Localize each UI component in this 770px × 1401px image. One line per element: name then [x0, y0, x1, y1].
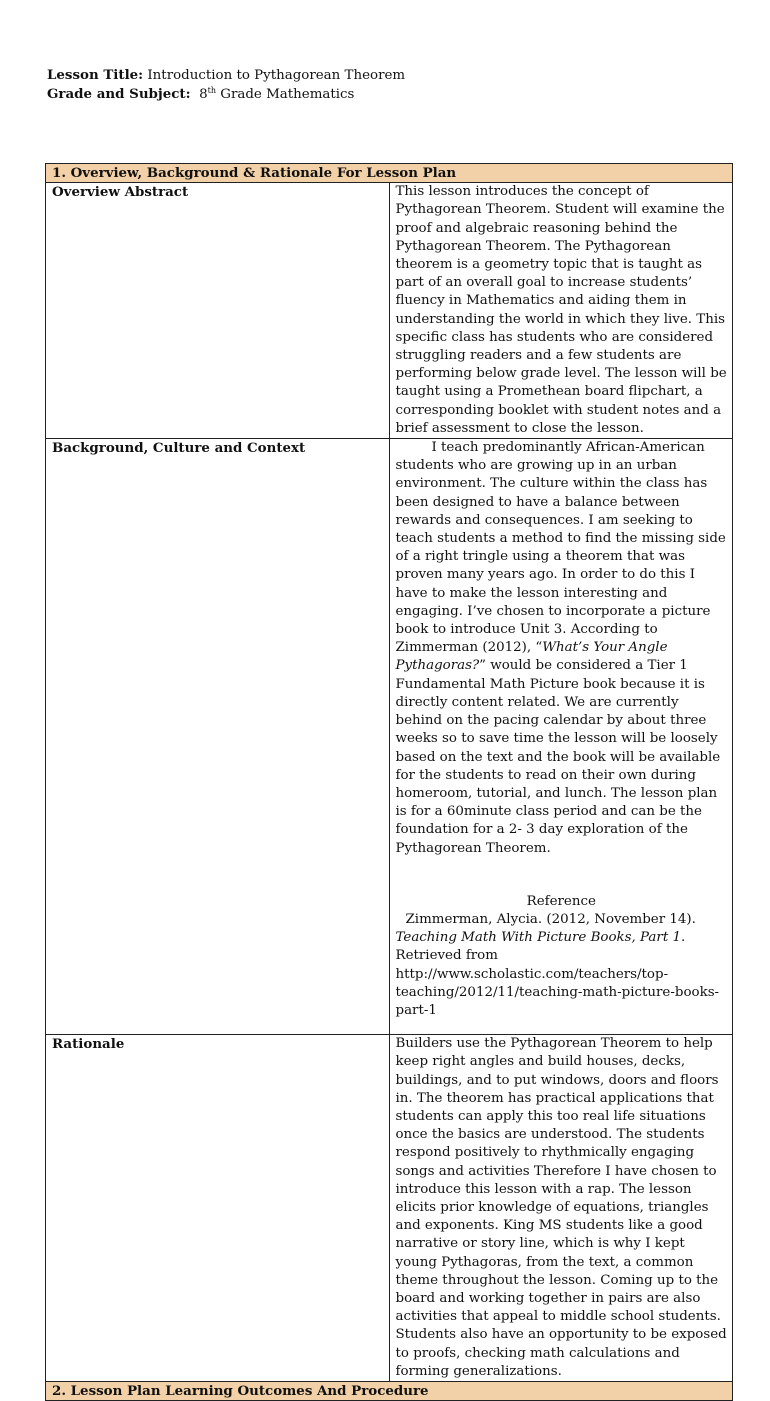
background-text-part1: I teach predominantly African-American students who are growing up in an urban environment. The culture within the class has been designed to have a balance between rewards and consequences. I am seeking to teach students a method to find the missing side of a right tringle using a theorem that was proven many years ago. In order to do this I have to make the lesson interesting and engaging. I’ve chosen to incorporate a picture book to introduce Unit 3. According to Zimmerman (2012), “ — [395, 440, 726, 656]
section1-heading: 1. Overview, Background & Rationale For Lesson Plan — [46, 164, 733, 183]
reference-text-part1: Zimmerman, Alycia. (2012, November 14). — [405, 911, 696, 927]
section2-heading: 2. Lesson Plan Learning Outcomes And Procedure — [46, 1382, 733, 1401]
rationale-row — [46, 1035, 733, 1382]
grade-label: Grade and Subject: — [47, 86, 191, 102]
grade-suffix: th — [207, 86, 216, 95]
lesson-plan-table — [45, 163, 733, 1401]
lesson-title-line — [47, 66, 405, 85]
lesson-title-label: Lesson Title: — [47, 67, 144, 83]
grade-number: 8 — [199, 87, 208, 102]
overview-label: Overview Abstract — [46, 183, 390, 439]
reference-text — [396, 911, 728, 1020]
lesson-title: Introduction to Pythagorean Theorem — [143, 68, 406, 83]
background-text-part2: ” would be considered a Tier 1 Fundamental Math Picture book because it is directly content related. We are currently behind on the pacing calendar by about three weeks so to save time the lesson will be loosely based on the text and the book will be available for the students to read on their own during homeroom, tutorial, and lunch. The lesson plan is for a 60minute class period and can be the foundation for a 2- 3 day exploration of the Pythagorean Theorem. — [395, 658, 721, 856]
section1-heading-row — [46, 164, 733, 183]
grade-subject: Grade Mathematics — [216, 87, 355, 102]
reference-text-part2: . Retrieved from http://www.scholastic.com/teachers/top-teaching/2012/11/teaching-math-picture-books-part-1 — [395, 930, 720, 1018]
lesson-header — [47, 66, 405, 104]
background-row — [46, 439, 733, 1035]
background-cell — [389, 439, 733, 1035]
book-title: What’s Your Angle Pythagoras? — [395, 640, 668, 674]
background-label: Background, Culture and Context — [46, 439, 390, 1035]
spacer — [396, 1020, 728, 1034]
rationale-cell — [389, 1035, 733, 1382]
reference-block — [396, 893, 728, 1020]
grade-subject-line — [47, 85, 405, 104]
reference-heading: Reference — [526, 893, 596, 909]
overview-row — [46, 183, 733, 439]
section2-heading-row — [46, 1382, 733, 1401]
background-text — [396, 439, 728, 858]
overview-cell — [389, 183, 733, 439]
rationale-text: Builders use the Pythagorean Theorem to help keep right angles and build houses, decks, buildings, and to put windows, doors and floors in. The theorem has practical applications that students can apply this too real life situations once the basics are understood. The students respond positively to rhythmically engaging songs and activities Therefore I have chosen to introduce this lesson with a rap. The lesson elicits prior knowledge of equations, triangles and exponents. King MS students like a good narrative or story line, which is why I kept young Pythagoras, from the text, a common theme throughout the lesson. Coming up to the board and working together in pairs are also activities that appeal to middle school students. Students also have an opportunity to be exposed to proofs, checking math calculations and forming generalizations. — [395, 1036, 727, 1379]
overview-text: This lesson introduces the concept of Pythagorean Theorem. Student will examine the proof and algebraic reasoning behind the Pythagorean Theorem. The Pythagorean theorem is a geometry topic that is taught as part of an overall goal to increase students’ fluency in Mathematics and aiding them in understanding the world in which they live. This specific class has students who are considered struggling readers and a few students are performing below grade level. The lesson will be taught using a Promethean board flipchart, a corresponding booklet with student notes and a brief assessment to close the lesson. — [395, 184, 727, 436]
reference-italic-title: Teaching Math With Picture Books, Part 1 — [395, 930, 681, 946]
rationale-label: Rationale — [46, 1035, 390, 1382]
